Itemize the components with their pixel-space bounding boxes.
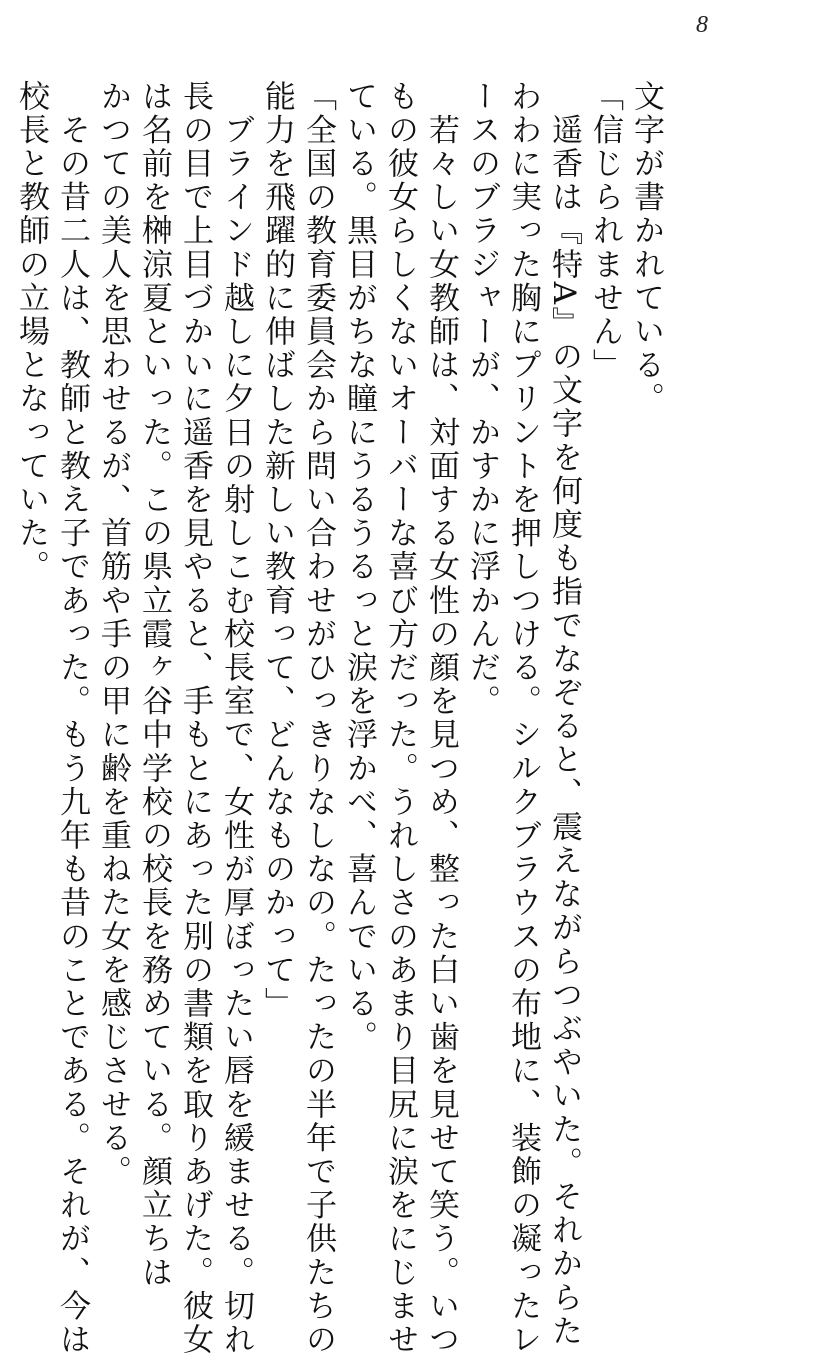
text-line: 若々しい女教師は、対面する女性の顔を見つめ、整った白い歯を見せて笑う。いつ [423, 80, 459, 1357]
text-line: 長の目で上目づかいに遥香を見やると、手もとにあった別の書類を取りあげた。彼女 [177, 80, 213, 1357]
text-line: 能力を飛躍的に伸ばした新しい教育って、どんなものかって」 [259, 80, 295, 1021]
text-line: 校長と教師の立場となっていた。 [13, 80, 49, 584]
vertical-text [10, 80, 666, 1357]
text-line: ブラインド越しに夕日の射しこむ校長室で、女性が厚ぼったい唇を緩ませる。切れ [218, 80, 254, 1357]
text-line: ースのブラジャーが、かすかに浮かんだ。 [464, 80, 500, 719]
text-line: 「全国の教育委員会から問い合わせがひっきりなしなの。たったの半年で子供たちの [300, 80, 336, 1357]
text-line: その昔二人は、教師と教え子であった。もう九年も昔のことである。それが、今は [54, 80, 90, 1357]
text-line: ている。黒目がちな瞳にうるうるっと涙を浮かべ、喜んでいる。 [341, 80, 377, 1055]
text-line: もの彼女らしくないオーバーな喜び方だった。うれしさのあまり目尻に涙をにじませ [382, 80, 418, 1357]
text-line: わわに実った胸にプリントを押しつける。シルクブラウスの布地に、装飾の凝ったレ [505, 80, 541, 1357]
text-line: 文字が書かれている。 [628, 80, 664, 416]
text-block [10, 80, 666, 1357]
text-line: かつての美人を思わせるが、首筋や手の甲に齢を重ねた女を感じさせる。 [95, 80, 131, 1189]
page-number: 8 [696, 12, 708, 38]
text-line: 「信じられません」 [587, 80, 623, 383]
text-line: は名前を榊涼夏といった。この県立霞ヶ谷中学校の校長を務めている。顔立ちは [136, 80, 172, 1290]
text-line: 遥香は『特A』の文字を何度も指でなぞると、震えながらつぶやいた。それからた [546, 80, 582, 1349]
